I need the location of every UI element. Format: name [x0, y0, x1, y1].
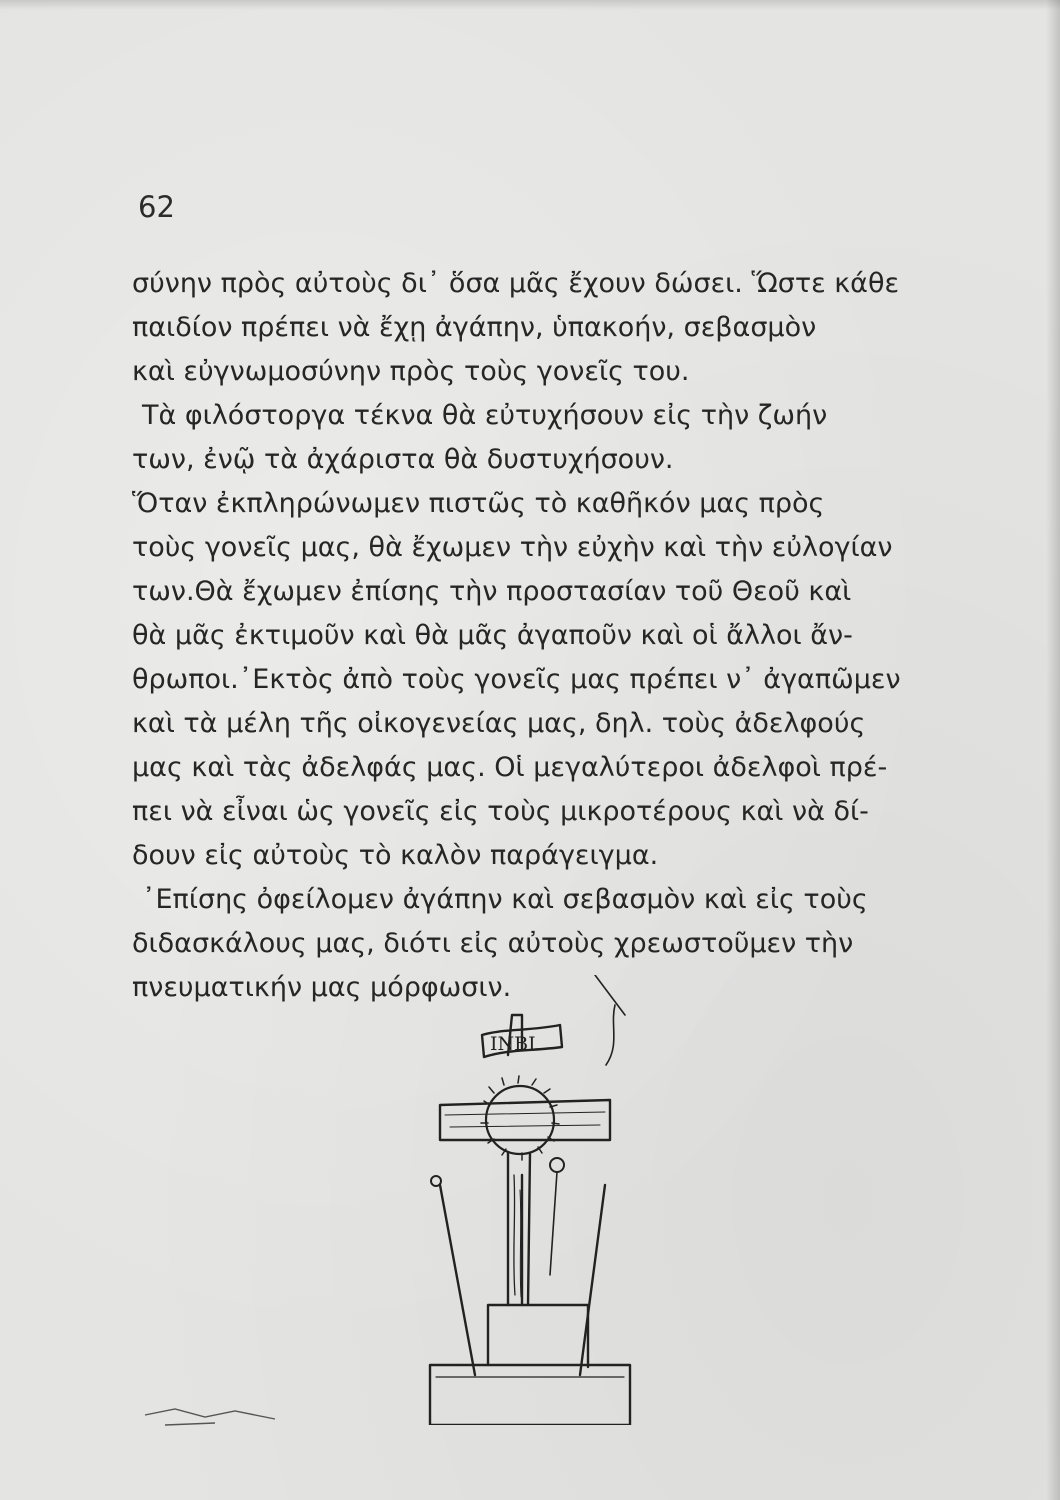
cross-vertical-beam	[508, 1015, 530, 1305]
text-line: ᾽Επίσης ὀφείλομεν ἀγάπην καὶ σεβασμὸν καὶ εἰς τοὺς	[142, 884, 868, 915]
text-line: των, ἐνῷ τὰ ἀχάριστα θὰ δυστυχήσουν.	[132, 444, 674, 475]
page-edge-shadow	[1046, 0, 1060, 1500]
text-line: πνευματικήν μας μόρφωσιν.	[132, 972, 512, 1003]
text-line: μας καὶ τὰς ἀδελφάς μας. Οἱ μεγαλύτεροι ἀδελφοὶ πρέ-	[132, 752, 888, 783]
text-line: καὶ εὐγνωμοσύνην πρὸς τοὺς γονεῖς του.	[132, 356, 690, 387]
text-line: σύνην πρὸς αὐτοὺς δι᾽ ὅσα μᾶς ἔχουν δώσει. Ὥστε κάθε	[132, 268, 900, 299]
text-line: πει νὰ εἶναι ὡς γονεῖς εἰς τοὺς μικροτέρους καὶ νὰ δί-	[132, 796, 869, 827]
text-line: δουν εἰς αὐτοὺς τὸ καλὸν παράγειγμα.	[132, 840, 659, 871]
pencil-mark	[135, 1395, 335, 1435]
text-line: Τὰ φιλόστοργα τέκνα θὰ εὐτυχήσουν εἰς τὴν ζωήν	[142, 400, 828, 431]
body-text	[132, 262, 932, 1010]
text-line: θὰ μᾶς ἐκτιμοῦν καὶ θὰ μᾶς ἀγαποῦν καὶ οἱ ἄλλοι ἄν-	[132, 620, 853, 651]
text-line: καὶ τὰ μέλη τῆς οἰκογενείας μας, δηλ. τοὺς ἀδελφούς	[132, 708, 866, 739]
pedestal-base	[430, 1365, 630, 1425]
text-line: των.Θὰ ἔχωμεν ἐπίσης τὴν προστασίαν τοῦ Θεοῦ καὶ	[132, 576, 852, 607]
page-number: 62	[138, 190, 175, 224]
text-line: παιδίον πρέπει νὰ ἔχῃ ἀγάπην, ὑπακοήν, σεβασμὸν	[132, 312, 817, 343]
text-line: θρωποι.᾽Εκτὸς ἀπὸ τοὺς γονεῖς μας πρέπει ν᾽ ἀγαπῶμεν	[132, 664, 901, 695]
inbi-inscription: INBI	[490, 1033, 536, 1055]
pedestal-top	[488, 1305, 588, 1367]
crown-of-thorns	[486, 1086, 554, 1154]
text-line: τοὺς γονεῖς μας, θὰ ἔχωμεν τὴν εὐχὴν καὶ τὴν εὐλογίαν	[132, 532, 893, 563]
sponge-stick	[580, 1185, 605, 1375]
spear	[440, 1185, 475, 1375]
page-top-shadow	[0, 0, 1060, 10]
crucifix-illustration	[410, 975, 670, 1425]
text-line: διδασκάλους μας, διότι εἰς αὐτοὺς χρεωστοῦμεν τὴν	[132, 928, 854, 959]
cross-horizontal-beam	[440, 1100, 610, 1140]
text-line: Ὅταν ἐκπληρώνωμεν πιστῶς τὸ καθῆκόν μας πρὸς	[132, 488, 825, 519]
